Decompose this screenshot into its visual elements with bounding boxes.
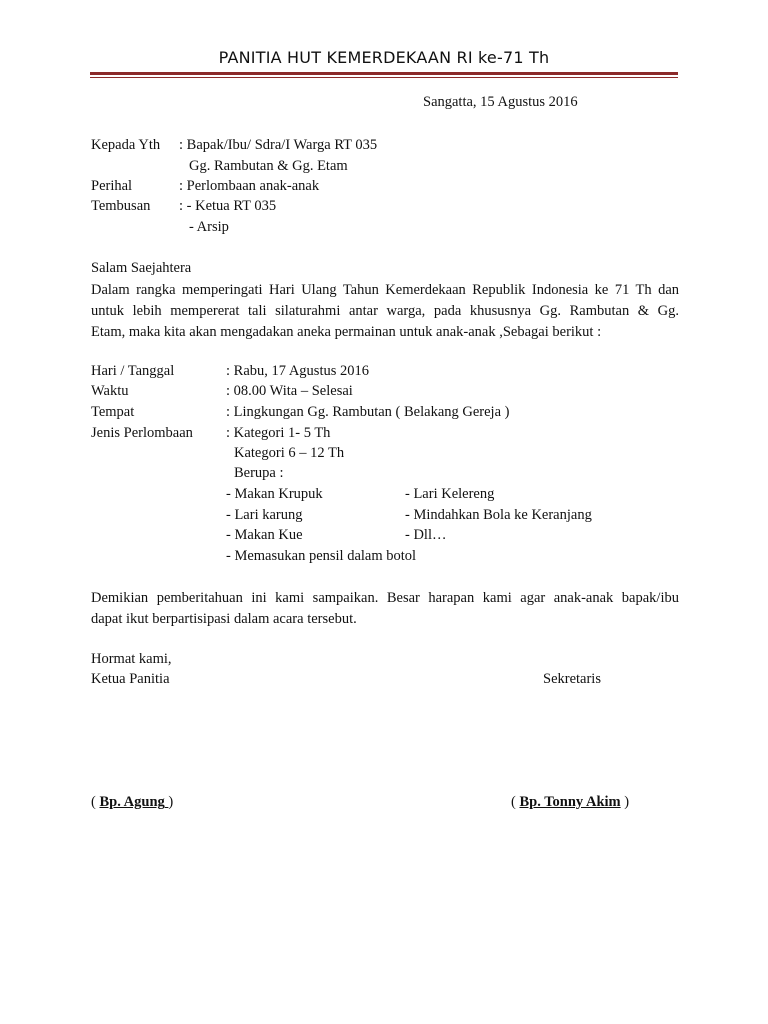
perihal-value: : Perlombaan anak-anak — [179, 178, 320, 194]
sekretaris-name: Bp. Tonny Akim — [519, 794, 621, 810]
perihal-label: Perihal — [91, 178, 133, 194]
hari-value: : Rabu, 17 Agustus 2016 — [226, 363, 369, 379]
hari-label: Hari / Tanggal — [91, 363, 175, 379]
berupa-label: Berupa : — [234, 465, 284, 481]
sekretaris-title: Sekretaris — [543, 671, 601, 687]
intro-line: Etam, maka kita akan mengadakan aneka permainan untuk anak-anak ,Sebagai berikut : — [91, 324, 602, 340]
tembusan-value-2: - Arsip — [189, 219, 229, 235]
kepada-label: Kepada Yth — [91, 137, 161, 153]
closing-paragraph — [91, 588, 679, 630]
game-item: - Makan Kue — [226, 527, 303, 543]
salutation: Salam Saejahtera — [91, 260, 192, 276]
ketua-title: Ketua Panitia — [91, 671, 170, 687]
tempat-value: : Lingkungan Gg. Rambutan ( Belakang Gereja ) — [226, 404, 510, 420]
letter-header-title: PANITIA HUT KEMERDEKAAN RI ke-71 Th — [218, 48, 550, 67]
waktu-label: Waktu — [91, 383, 129, 399]
date-line: Sangatta, 15 Agustus 2016 — [423, 94, 578, 110]
game-item: - Mindahkan Bola ke Keranjang — [405, 507, 592, 523]
jenis-label: Jenis Perlombaan — [91, 425, 193, 441]
intro-line: untuk lebih mempererat tali silaturahmi antar warga, pada khususnya Gg. Rambutan & Gg. — [91, 303, 679, 319]
game-item: - Lari karung — [226, 507, 303, 523]
kepada-value: : Bapak/Ibu/ Sdra/I Warga RT 035 — [179, 137, 378, 153]
jenis-value: : Kategori 1- 5 Th — [226, 425, 331, 441]
game-item: - Lari Kelereng — [405, 486, 495, 502]
closing-line: Demikian pemberitahuan ini kami sampaikan. Besar harapan kami agar anak-anak bapak/ibu — [91, 590, 679, 606]
game-item: - Dll… — [405, 527, 447, 543]
ketua-signature: ( Bp. Agung ) — [91, 794, 174, 810]
hormat-kami: Hormat kami, — [91, 651, 172, 667]
intro-paragraph — [91, 280, 679, 343]
intro-line: Dalam rangka memperingati Hari Ulang Tahun Kemerdekaan Republik Indonesia ke 71 Th dan — [91, 282, 679, 298]
tembusan-value: : - Ketua RT 035 — [179, 198, 277, 214]
sekretaris-signature: ( Bp. Tonny Akim ) — [511, 794, 630, 810]
kepada-value-2: Gg. Rambutan & Gg. Etam — [189, 158, 348, 174]
ketua-name: Bp. Agung — [99, 794, 165, 810]
kategori-2: Kategori 6 – 12 Th — [234, 445, 345, 461]
tempat-label: Tempat — [91, 404, 135, 420]
header-rule-thick — [90, 72, 678, 75]
game-item: - Makan Krupuk — [226, 486, 323, 502]
game-item: - Memasukan pensil dalam botol — [226, 548, 417, 564]
tembusan-label: Tembusan — [91, 198, 151, 214]
waktu-value: : 08.00 Wita – Selesai — [226, 383, 353, 399]
header-rule-thin — [90, 77, 678, 78]
closing-line: dapat ikut berpartisipasi dalam acara tersebut. — [91, 611, 357, 627]
